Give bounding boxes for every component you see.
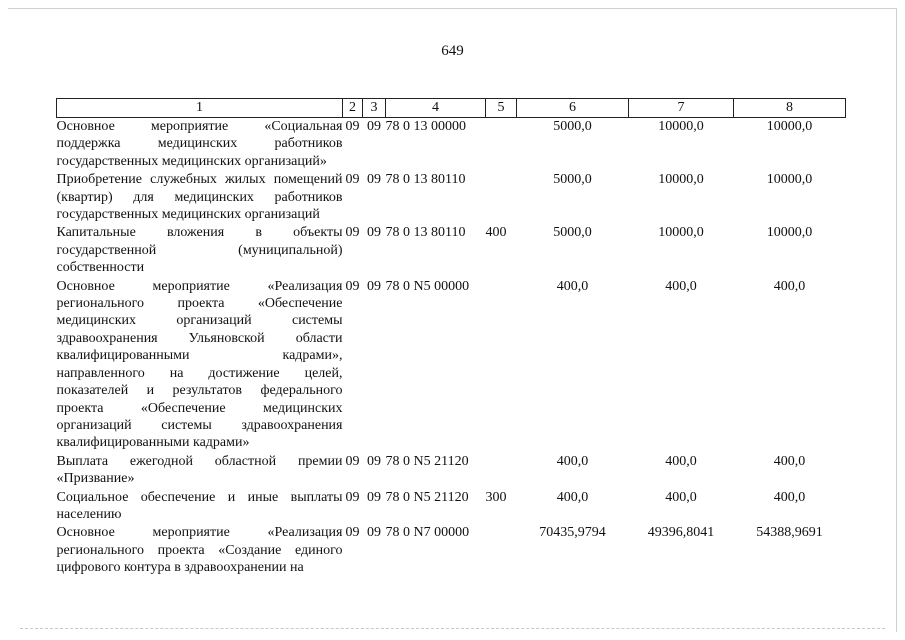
row-target-code: 78 0 N7 00000 <box>385 525 470 541</box>
row-value-col6: 5000,0 <box>553 172 592 188</box>
row-value-col6: 400,0 <box>556 489 589 505</box>
row-value-col6: 5000,0 <box>553 119 592 134</box>
table-row <box>57 453 846 489</box>
row-value-col8: 54388,9691 <box>756 525 823 541</box>
row-value-col7: 10000,0 <box>658 225 704 241</box>
row-value-col7: 10000,0 <box>658 119 704 134</box>
row-expense-type <box>486 118 517 172</box>
row-target-code: 78 0 N5 21120 <box>385 489 469 505</box>
row-section: 09 <box>345 278 360 294</box>
row-section: 09 <box>345 489 360 505</box>
budget-table <box>56 98 846 578</box>
row-target-code: 78 0 13 00000 <box>385 119 466 134</box>
header-cell: 8 <box>734 99 846 118</box>
row-expense-type: 400 <box>485 225 507 241</box>
header-row <box>57 99 846 118</box>
row-expense-type <box>486 453 517 489</box>
row-subsection: 09 <box>367 453 381 469</box>
row-expense-type <box>486 278 517 453</box>
row-section: 09 <box>345 225 360 241</box>
row-target-code: 78 0 13 80110 <box>385 172 466 188</box>
row-value-col7: 10000,0 <box>658 172 704 188</box>
row-name: Приобретение служебных жилых помещений (квартир) для медицинских работников государственных медицинских организаций <box>56 172 343 223</box>
table-row <box>57 171 846 224</box>
row-value-col6: 400,0 <box>556 278 589 294</box>
table-row <box>57 524 846 577</box>
row-value-col7: 49396,8041 <box>647 525 715 541</box>
row-subsection: 09 <box>367 278 381 294</box>
header-cell: 4 <box>386 99 486 118</box>
row-value-col8: 400,0 <box>773 489 806 505</box>
row-value-col6: 5000,0 <box>553 225 592 241</box>
row-subsection: 09 <box>367 225 381 241</box>
row-subsection: 09 <box>367 525 381 541</box>
row-expense-type <box>486 171 517 224</box>
header-cell: 6 <box>517 99 629 118</box>
row-section: 09 <box>345 172 360 188</box>
row-value-col7: 400,0 <box>665 453 697 469</box>
row-name: Основное мероприятие «Реализация регионального проекта «Обеспечение медицинских организаций системы здравоохранения Ульяновской области квалифицированными кадрами», направленного на достижение целей, показателей и результатов федерального проекта «Обеспечение медицинских организаций системы здравоохранения квалифицированными кадрами» <box>56 278 343 451</box>
row-subsection: 09 <box>367 489 381 505</box>
row-value-col6: 70435,9794 <box>539 525 606 541</box>
row-target-code: 78 0 13 80110 <box>385 225 466 241</box>
header-cell: 7 <box>629 99 734 118</box>
row-value-col8: 400,0 <box>773 278 806 294</box>
page-number: 649 <box>441 43 464 59</box>
row-name: Основное мероприятие «Реализация регионального проекта «Создание единого цифрового контура в здравоохранении на <box>56 525 343 576</box>
row-value-col7: 400,0 <box>665 489 697 505</box>
table-row <box>57 278 846 453</box>
row-section: 09 <box>345 119 360 134</box>
row-expense-type <box>486 524 517 577</box>
table-row <box>57 224 846 277</box>
page-bottom-rule <box>20 628 885 629</box>
header-cell: 1 <box>57 99 343 118</box>
row-target-code: 78 0 N5 00000 <box>385 278 470 294</box>
row-value-col8: 10000,0 <box>766 172 813 188</box>
row-subsection: 09 <box>367 119 381 134</box>
row-value-col7: 400,0 <box>665 278 697 294</box>
row-value-col8: 10000,0 <box>766 225 813 241</box>
row-name: Основное мероприятие «Социальная поддержка медицинских работников государственных медицинских организаций» <box>56 119 343 169</box>
row-value-col6: 400,0 <box>556 453 589 469</box>
table-row <box>57 489 846 525</box>
row-subsection: 09 <box>367 172 381 188</box>
row-value-col8: 400,0 <box>773 453 806 469</box>
row-section: 09 <box>345 453 360 469</box>
row-value-col8: 10000,0 <box>766 119 813 134</box>
header-cell: 3 <box>363 99 386 118</box>
row-section: 09 <box>345 525 360 541</box>
header-cell: 2 <box>343 99 363 118</box>
header-cell: 5 <box>486 99 517 118</box>
row-expense-type: 300 <box>485 489 507 505</box>
row-name: Выплата ежегодной областной премии «Призвание» <box>56 453 343 487</box>
table-row <box>57 118 846 172</box>
row-target-code: 78 0 N5 21120 <box>385 453 469 469</box>
row-name: Капитальные вложения в объекты государственной (муниципальной) собственности <box>56 225 343 276</box>
row-name: Социальное обеспечение и иные выплаты населению <box>56 489 343 522</box>
